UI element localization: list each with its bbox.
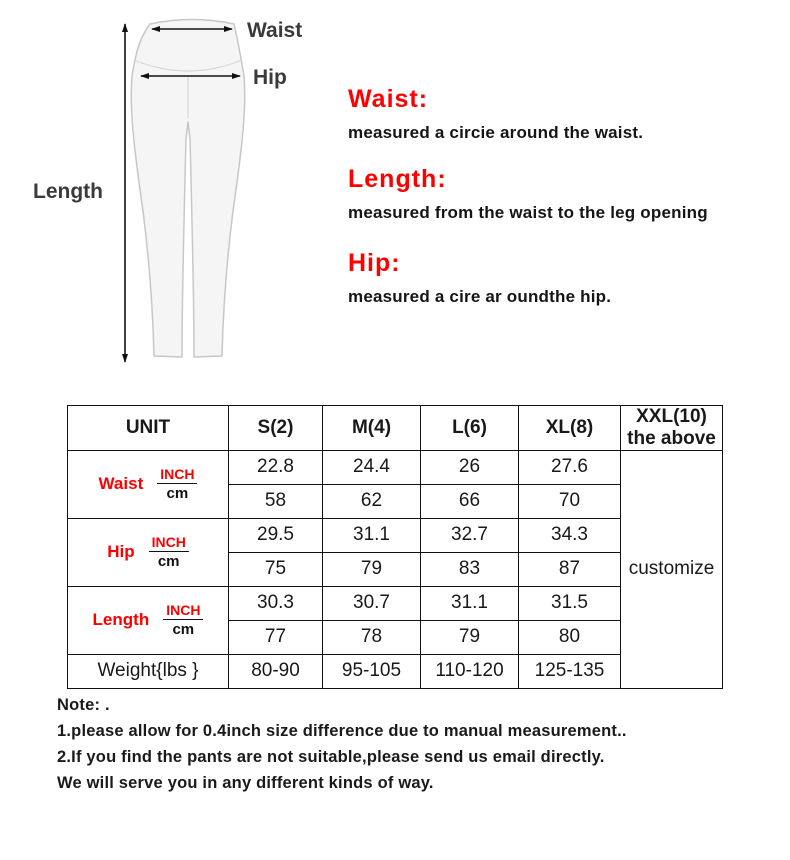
definition-waist: [348, 86, 778, 143]
waist-inch-s: 22.8: [229, 450, 323, 484]
waist-arrow-label: Waist: [247, 19, 303, 42]
table-header-size-xxl: [621, 406, 723, 451]
definition-length-desc: measured from the waist to the leg opening: [348, 202, 708, 222]
length-inch-l: 31.1: [421, 586, 519, 620]
unit-inch-label: INCH: [149, 534, 189, 552]
hip-inch-s: 29.5: [229, 518, 323, 552]
weight-l: 110-120: [421, 654, 519, 688]
waist-inch-l: 26: [421, 450, 519, 484]
leggings-measurement-diagram: [20, 6, 330, 386]
definition-waist-term: Waist:: [348, 85, 429, 113]
unit-cm-label: cm: [157, 553, 180, 571]
length-inch-m: 30.7: [323, 586, 421, 620]
table-header-unit: UNIT: [68, 406, 229, 451]
weight-xl: 125-135: [519, 654, 621, 688]
length-inch-xl: 31.5: [519, 586, 621, 620]
xxl-header-line2: the above: [627, 427, 716, 449]
hip-cm-m: 79: [323, 552, 421, 586]
length-cm-l: 79: [421, 620, 519, 654]
hip-inch-xl: 34.3: [519, 518, 621, 552]
unit-cm-label: cm: [166, 485, 189, 503]
weight-m: 95-105: [323, 654, 421, 688]
row-label-waist: [68, 450, 229, 518]
unit-cm-label: cm: [172, 621, 195, 639]
notes-title: Note: .: [57, 696, 110, 714]
row-label-length: [68, 586, 229, 654]
leggings-outline: [131, 20, 244, 358]
length-cm-m: 78: [323, 620, 421, 654]
measure-label-length: Length: [92, 610, 150, 630]
note-line-2: 2.If you find the pants are not suitable,please send us email directly.: [57, 748, 605, 766]
xxl-header-line1: XXL(10): [636, 406, 707, 427]
waist-cm-m: 62: [323, 484, 421, 518]
table-header-size-m: M(4): [323, 406, 421, 451]
hip-cm-l: 83: [421, 552, 519, 586]
table-header-size-l: L(6): [421, 406, 519, 451]
length-arrow-label: Length: [33, 180, 103, 203]
length-cm-s: 77: [229, 620, 323, 654]
waist-inch-xl: 27.6: [519, 450, 621, 484]
hip-cm-s: 75: [229, 552, 323, 586]
waist-cm-l: 66: [421, 484, 519, 518]
hip-inch-l: 32.7: [421, 518, 519, 552]
definition-hip-desc: measured a cire ar oundthe hip.: [348, 286, 612, 306]
definition-hip: [348, 250, 778, 307]
length-inch-s: 30.3: [229, 586, 323, 620]
unit-fraction: [163, 602, 203, 638]
waist-cm-s: 58: [229, 484, 323, 518]
unit-inch-label: INCH: [157, 466, 197, 484]
note-line-1: 1.please allow for 0.4inch size difference due to manual measurement..: [57, 722, 627, 740]
size-table-header-row: [68, 406, 723, 451]
definition-length: [348, 166, 778, 223]
measure-label-hip: Hip: [107, 542, 135, 562]
hip-cm-xl: 87: [519, 552, 621, 586]
table-row-waist-inch: [68, 450, 723, 484]
waist-inch-m: 24.4: [323, 450, 421, 484]
definition-hip-term: Hip:: [348, 249, 401, 277]
weight-label: Weight{lbs }: [68, 654, 229, 688]
definition-length-term: Length:: [348, 165, 447, 193]
notes-section: [57, 692, 757, 796]
unit-inch-label: INCH: [163, 602, 203, 620]
hip-arrow-label: Hip: [253, 66, 287, 89]
table-header-size-s: S(2): [229, 406, 323, 451]
length-cm-xl: 80: [519, 620, 621, 654]
waist-cm-xl: 70: [519, 484, 621, 518]
measure-label-waist: Waist: [98, 474, 144, 494]
row-label-hip: [68, 518, 229, 586]
unit-fraction: [157, 466, 197, 502]
definition-waist-desc: measured a circie around the waist.: [348, 122, 644, 142]
hip-inch-m: 31.1: [323, 518, 421, 552]
table-header-size-xl: XL(8): [519, 406, 621, 451]
unit-fraction: [149, 534, 189, 570]
note-line-3: We will serve you in any different kinds of way.: [57, 774, 434, 792]
weight-s: 80-90: [229, 654, 323, 688]
size-table: [67, 405, 723, 689]
customize-cell: customize: [621, 450, 723, 688]
